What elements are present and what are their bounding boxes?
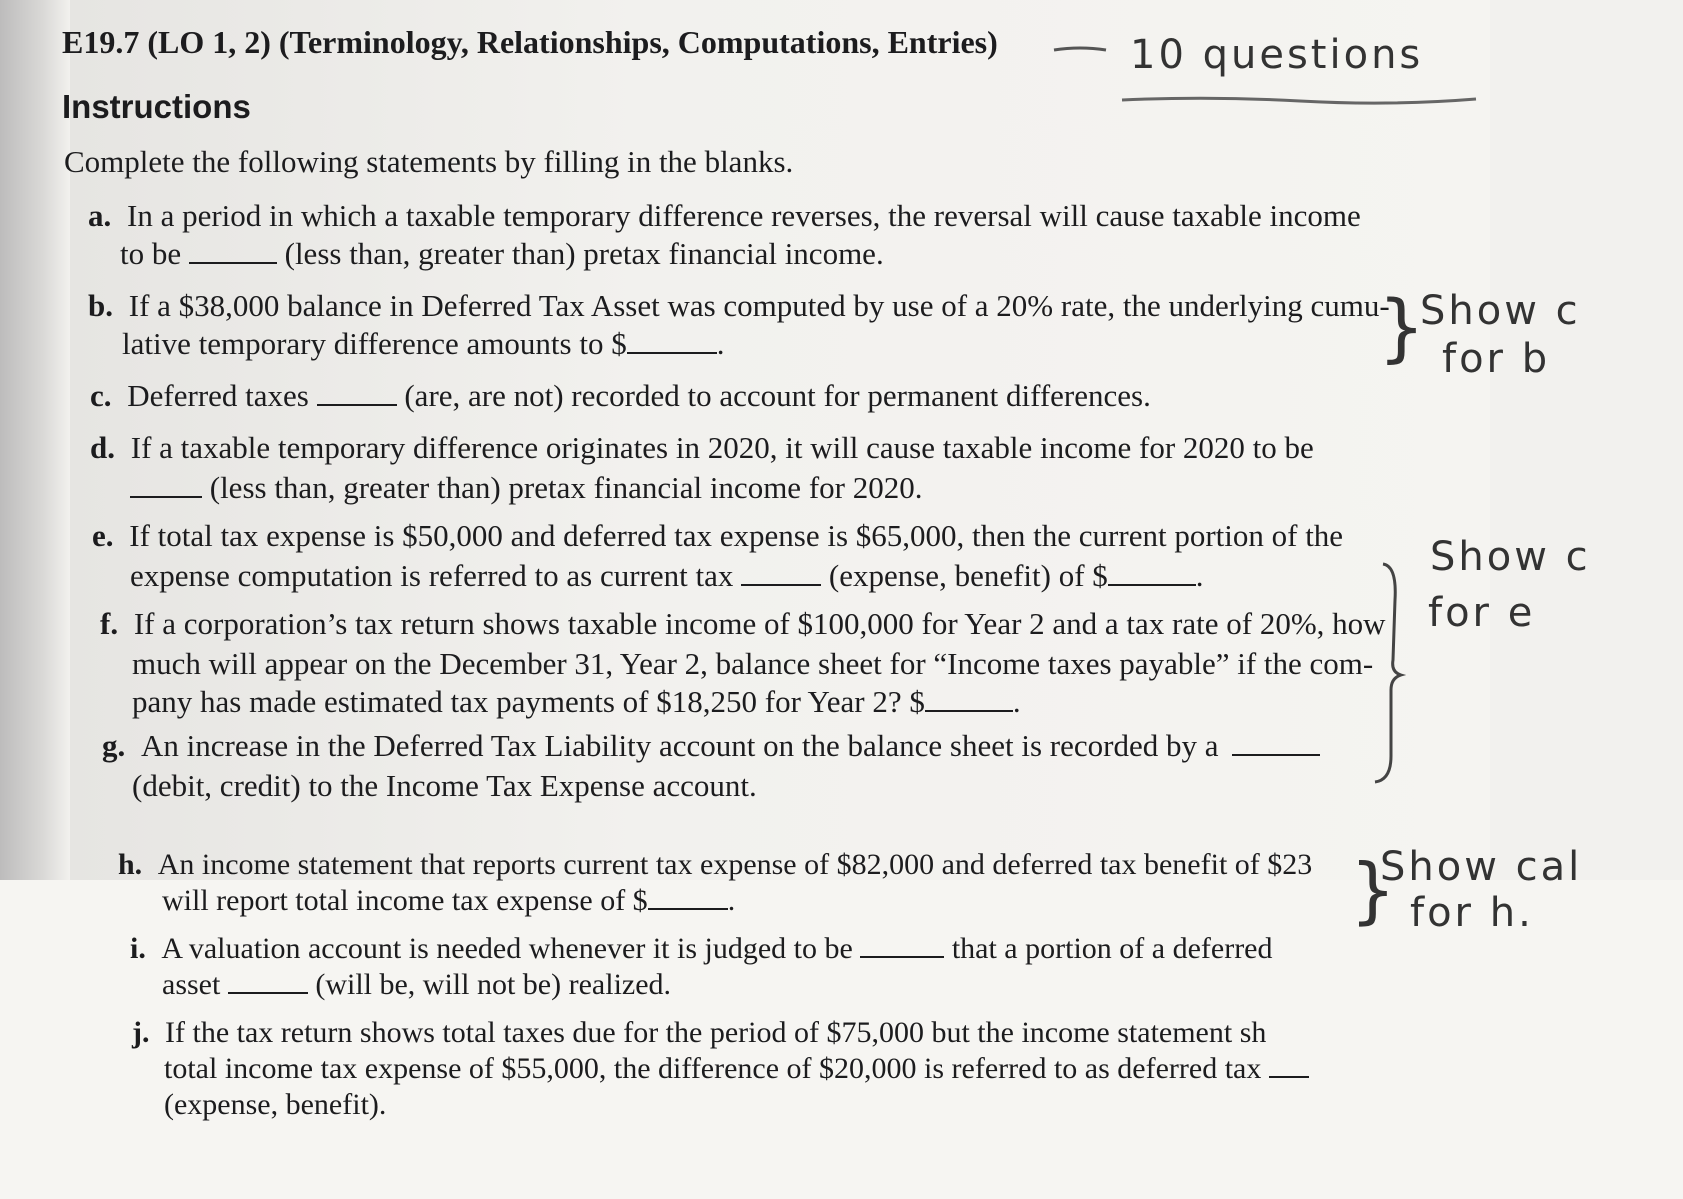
question-i (130, 932, 1273, 966)
answer-blank[interactable] (648, 907, 728, 910)
handwritten-note-b-2: for b (1442, 336, 1551, 382)
question-j-line2 (164, 1052, 1309, 1086)
question-text: will report total income tax expense of $ (162, 884, 648, 917)
brace-icon: } (1350, 848, 1396, 932)
underline-scribble-icon (1120, 92, 1480, 108)
question-text: If a corporation’s tax return shows taxable income of $100,000 for Year 2 and a tax rate of 20%, how (133, 606, 1386, 641)
question-c (90, 378, 1151, 414)
question-label: d. (90, 430, 115, 465)
question-i-line2 (162, 968, 671, 1002)
question-a (88, 198, 1361, 234)
question-text: . (727, 884, 736, 917)
question-text: Deferred taxes (127, 378, 309, 413)
answer-blank[interactable] (1269, 1075, 1309, 1078)
question-d-line2 (130, 470, 922, 506)
question-h (118, 848, 1312, 882)
question-b (88, 288, 1390, 324)
page-shadow (0, 0, 70, 880)
answer-blank[interactable] (925, 709, 1013, 712)
question-text: (expense, benefit) of $ (828, 558, 1108, 593)
handwritten-top-note (1120, 32, 1424, 78)
question-text: If total tax expense is $50,000 and deferred tax expense is $65,000, then the current portion of the (129, 518, 1344, 553)
answer-blank[interactable] (130, 495, 202, 498)
question-label: j. (132, 1016, 150, 1049)
question-j (132, 1016, 1266, 1050)
question-text: In a period in which a taxable temporary difference reverses, the reversal will cause taxable income (127, 198, 1361, 233)
question-text: . (716, 326, 725, 361)
question-text: that a portion of a deferred (951, 932, 1273, 965)
question-text: If the tax return shows total taxes due for the period of $75,000 but the income statement sh (165, 1016, 1267, 1049)
question-text: An increase in the Deferred Tax Liability account on the balance sheet is recorded by a (141, 728, 1219, 763)
question-h-line2 (162, 884, 735, 918)
question-f-line3 (132, 684, 1021, 720)
question-label: h. (118, 848, 143, 881)
answer-blank[interactable] (1232, 753, 1320, 756)
handwritten-note-h-2: for h. (1410, 890, 1534, 936)
question-label: b. (88, 288, 113, 323)
question-text: . (1012, 684, 1021, 719)
answer-blank[interactable] (1108, 583, 1196, 586)
answer-blank[interactable] (317, 403, 397, 406)
question-label: e. (92, 518, 114, 553)
question-g (102, 728, 1320, 764)
question-text: asset (162, 968, 221, 1001)
question-text: An income statement that reports current tax expense of $82,000 and deferred tax benefit of $23 (157, 848, 1313, 881)
question-f-line2: much will appear on the December 31, Year 2, balance sheet for “Income taxes payable” if the com- (132, 646, 1374, 681)
question-text: A valuation account is needed whenever it is judged to be (161, 932, 853, 965)
question-text: expense computation is referred to as current tax (130, 558, 734, 593)
question-label: a. (88, 198, 112, 233)
instructions-heading: Instructions (62, 88, 251, 125)
question-text: (will be, will not be) realized. (315, 968, 672, 1001)
large-brace-icon (1365, 560, 1415, 785)
question-label: f. (100, 606, 119, 641)
question-e (92, 518, 1343, 554)
question-text: If a $38,000 balance in Deferred Tax Asset was computed by use of a 20% rate, the underlying cumu- (128, 288, 1390, 323)
answer-blank[interactable] (189, 261, 277, 264)
brace-icon: } (1378, 285, 1426, 371)
handwritten-10-questions: 10 questions (1130, 32, 1424, 78)
question-e-line2 (130, 558, 1204, 594)
instructions-intro: Complete the following statements by filling in the blanks. (64, 144, 794, 179)
question-a-line2 (120, 236, 884, 272)
question-text: (less than, greater than) pretax financial income. (284, 236, 884, 271)
question-text: to be (120, 236, 182, 271)
question-text: (are, are not) recorded to account for permanent differences. (404, 378, 1151, 413)
question-text: . (1195, 558, 1204, 593)
handwritten-note-h-1: Show cal (1380, 844, 1583, 890)
answer-blank[interactable] (627, 351, 717, 354)
question-label: i. (130, 932, 146, 965)
question-text: If a taxable temporary difference originates in 2020, it will cause taxable income for 2020 to be (130, 430, 1314, 465)
question-f (100, 606, 1386, 642)
question-d (90, 430, 1314, 466)
question-b-line2 (122, 326, 724, 362)
question-text: total income tax expense of $55,000, the difference of $20,000 is referred to as deferred tax (164, 1052, 1262, 1085)
question-g-line2: (debit, credit) to the Income Tax Expense account. (132, 768, 757, 803)
answer-blank[interactable] (741, 583, 821, 586)
question-text: lative temporary difference amounts to $ (122, 326, 627, 361)
question-label: g. (102, 728, 126, 763)
handwritten-note-e-2: for e (1428, 590, 1536, 636)
answer-blank[interactable] (860, 955, 944, 958)
question-text: (less than, greater than) pretax financial income for 2020. (209, 470, 923, 505)
answer-blank[interactable] (228, 991, 308, 994)
handwritten-note-b-1: Show c (1420, 288, 1581, 334)
handwritten-note-e-1: Show c (1430, 534, 1591, 580)
dash-mark-icon (1050, 40, 1110, 60)
question-text: pany has made estimated tax payments of $18,250 for Year 2? $ (132, 684, 925, 719)
question-j-line3: (expense, benefit). (164, 1088, 387, 1121)
exercise-title: E19.7 (LO 1, 2) (Terminology, Relationships, Computations, Entries) (62, 24, 998, 60)
question-label: c. (90, 378, 112, 413)
